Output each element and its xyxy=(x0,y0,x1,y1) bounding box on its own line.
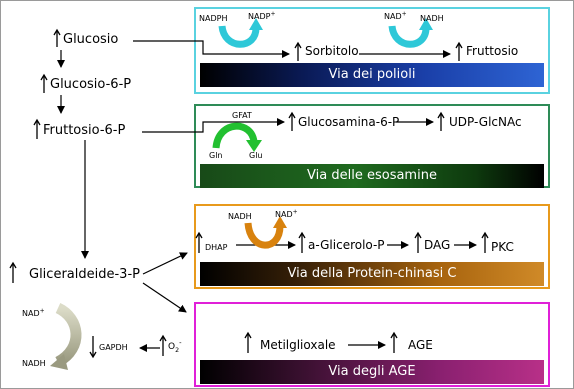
pkc-pathway-title: Via della Protein-chinasi C xyxy=(200,262,544,286)
nadh-label: NADH xyxy=(22,359,46,368)
glucosamine-label: Glucosamina-6-P xyxy=(298,115,400,129)
o2-text: O xyxy=(168,342,176,352)
nadp-text: NADP xyxy=(248,12,271,21)
sorbitol-label: Sorbitolo xyxy=(305,44,359,58)
g6p-label: Glucosio-6-P xyxy=(50,77,132,92)
gln-label: Gln xyxy=(209,151,223,160)
g3p-up-arrow xyxy=(10,263,16,283)
nad-plus-text: NAD xyxy=(22,309,40,318)
plus-sup: + xyxy=(401,10,407,18)
dag-label: DAG xyxy=(424,238,451,252)
g3p-to-pkc-pathway-arrow xyxy=(143,253,187,274)
nad-text: NAD xyxy=(384,12,402,21)
glucose-label: Glucosio xyxy=(63,32,119,47)
nadph-to-nadp-curved-arrow xyxy=(222,18,263,44)
polyol-pathway-title: Via dei polioli xyxy=(200,63,544,87)
glucose-to-sorbitol-arrow xyxy=(133,41,289,54)
f6p-to-glucosamine-arrow xyxy=(142,122,284,132)
g3p-to-age-pathway-arrow xyxy=(143,283,186,312)
pkc-up-arrow xyxy=(482,233,488,253)
g6p-up-arrow xyxy=(41,75,47,93)
glucosamine-up-arrow xyxy=(289,113,295,131)
nadh-to-nad-curved-arrow xyxy=(248,216,287,245)
plus-sup: + xyxy=(270,10,276,18)
nadph-label: NADPH xyxy=(199,14,228,23)
methylglyoxal-up-arrow xyxy=(245,333,251,353)
glucose-up-arrow xyxy=(54,30,60,47)
sorbitol-up-arrow xyxy=(295,43,301,61)
f6p-up-arrow xyxy=(34,120,40,139)
pkc-nad-plus-label xyxy=(275,208,298,219)
hexosamine-pathway-title: Via delle esosamine xyxy=(200,164,544,188)
udp-up-arrow xyxy=(438,113,444,131)
pkc-label: PKC xyxy=(491,240,514,254)
age-up-arrow xyxy=(391,333,397,353)
superoxide-up-arrow xyxy=(160,336,166,356)
two-sub: 2 xyxy=(175,346,180,354)
fructose-label: Fruttosio xyxy=(466,44,519,58)
dhap-up-arrow xyxy=(196,233,202,253)
plus-sup: + xyxy=(39,307,45,315)
age-pathway-title: Via degli AGE xyxy=(200,360,544,384)
nad-to-nadh-gapdh-curved-arrow xyxy=(50,308,76,370)
gfat-label: GFAT xyxy=(232,111,252,120)
gapdh-down-arrow xyxy=(90,336,96,357)
udp-glcnac-label: UDP-GlcNAc xyxy=(449,115,522,129)
polyol-nadh-label: NADH xyxy=(420,14,444,23)
glu-label: Glu xyxy=(249,151,263,160)
gapdh-label: GAPDH xyxy=(99,343,128,352)
polyol-nad-plus-label xyxy=(384,10,407,21)
glycerol-up-arrow xyxy=(299,233,305,253)
methylglyoxal-label: Metilglioxale xyxy=(260,338,336,352)
glycerol-phosphate-label: a-Glicerolo-P xyxy=(308,238,385,252)
dag-up-arrow xyxy=(415,233,421,253)
superoxide-label xyxy=(168,339,182,354)
age-label: AGE xyxy=(408,338,433,352)
fructose-up-arrow xyxy=(456,43,462,61)
nad-plus-label xyxy=(22,307,45,318)
dhap-label: DHAP xyxy=(205,243,228,252)
plus-sup: + xyxy=(292,208,298,216)
gln-to-glu-curved-arrow xyxy=(216,126,262,152)
g3p-label: Gliceraldeide-3-P xyxy=(29,267,140,282)
minus-sup: - xyxy=(179,339,182,347)
nad-text: NAD xyxy=(275,210,293,219)
pkc-nadh-label: NADH xyxy=(228,212,252,221)
nadp-plus-label xyxy=(248,10,276,21)
f6p-label: Fruttosio-6-P xyxy=(43,123,126,138)
